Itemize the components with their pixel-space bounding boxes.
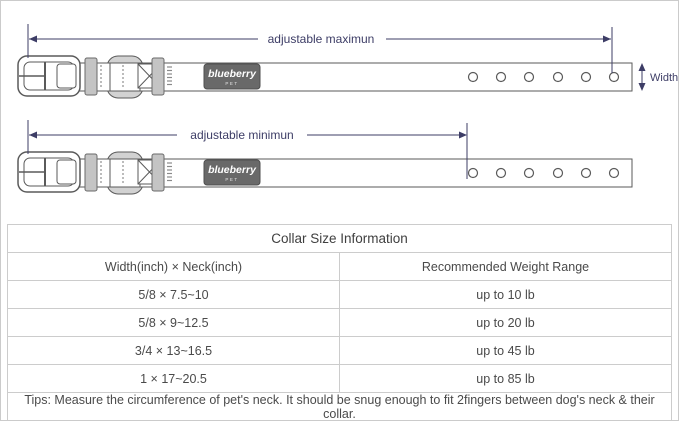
size-table-section bbox=[7, 224, 672, 421]
column-header-weight: Recommended Weight Range bbox=[340, 253, 672, 281]
section-title-row bbox=[8, 225, 672, 253]
table-header-row bbox=[8, 253, 672, 281]
collar-illustration-min bbox=[18, 152, 632, 194]
table-row bbox=[8, 309, 672, 337]
width-dimension-arrow bbox=[639, 63, 646, 91]
size-cell: 5/8 × 9~12.5 bbox=[8, 309, 340, 337]
tips-row bbox=[8, 393, 672, 421]
collar-diagram bbox=[1, 1, 679, 219]
table-row bbox=[8, 365, 672, 393]
table-row bbox=[8, 337, 672, 365]
max-dimension-label: adjustable maximun bbox=[267, 32, 375, 46]
width-label: Width bbox=[650, 72, 679, 84]
collar-size-table bbox=[7, 224, 672, 421]
size-cell: 5/8 × 7.5~10 bbox=[8, 281, 340, 309]
column-header-size: Width(inch) × Neck(inch) bbox=[8, 253, 340, 281]
collar-illustration-max bbox=[18, 56, 632, 98]
tips-text: Tips: Measure the circumference of pet's neck. It should be snug enough to fit 2fingers between dog's neck & their collar. bbox=[8, 393, 672, 421]
weight-cell: up to 85 lb bbox=[340, 365, 672, 393]
weight-cell: up to 20 lb bbox=[340, 309, 672, 337]
table-row bbox=[8, 281, 672, 309]
min-dimension-label: adjustable minimun bbox=[190, 128, 294, 142]
size-cell: 3/4 × 13~16.5 bbox=[8, 337, 340, 365]
weight-cell: up to 45 lb bbox=[340, 337, 672, 365]
weight-cell: up to 10 lb bbox=[340, 281, 672, 309]
section-title: Collar Size Information bbox=[8, 225, 672, 253]
size-cell: 1 × 17~20.5 bbox=[8, 365, 340, 393]
